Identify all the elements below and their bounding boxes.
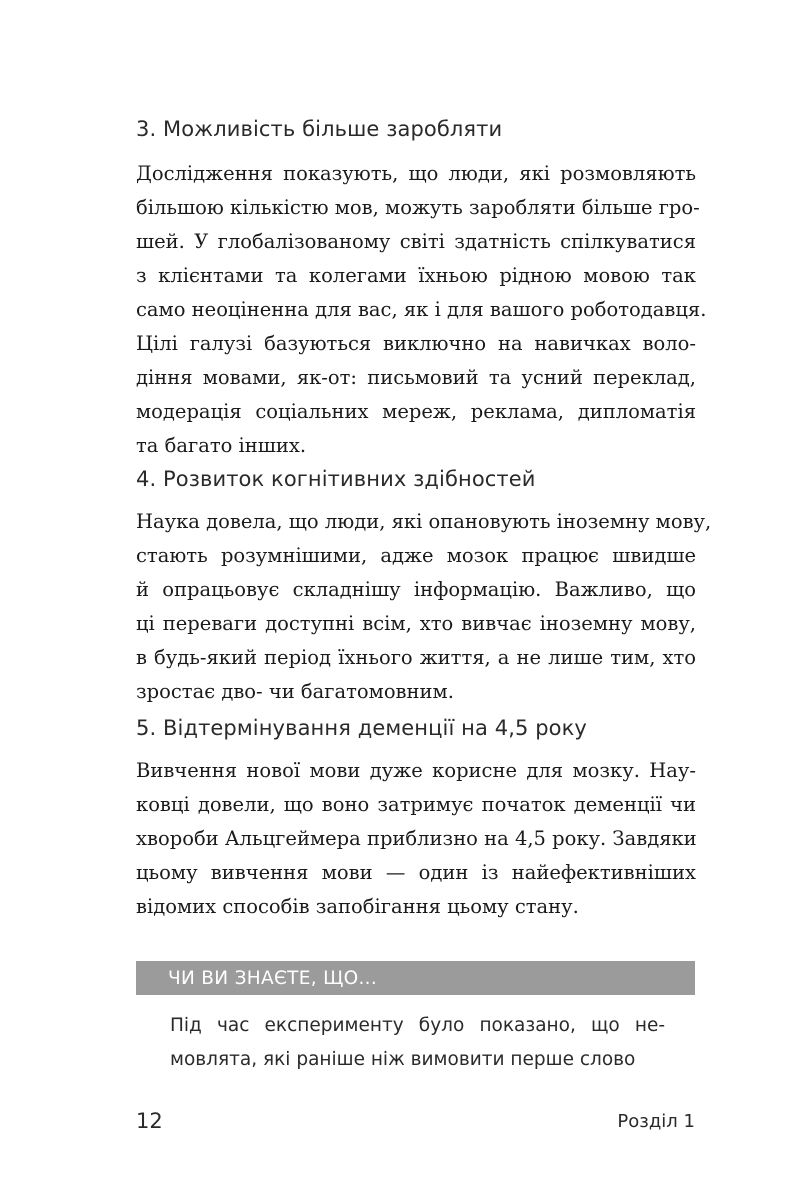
paragraph-line: та багато інших. <box>136 434 307 457</box>
section-3-heading: 3. Можливість більше заробляти <box>136 117 503 141</box>
paragraph-line: більшою кількістю мов, можуть заробляти більше гро- <box>136 196 700 219</box>
paragraph-line: Наука довела, що люди, які опановують іноземну мову, <box>136 510 712 533</box>
page-number: 12 <box>136 1109 163 1133</box>
paragraph-line: шей. У глобалізованому світі здатність спілкуватися <box>136 230 696 253</box>
paragraph-line: й опрацьовує складнішу інформацію. Важливо, що <box>136 578 696 601</box>
did-you-know-line: мовлята, які раніше ніж вимовити перше слово <box>170 1049 636 1070</box>
paragraph-line: модерація соціальних мереж, реклама, дипломатія <box>136 400 696 423</box>
paragraph-line: стають розумнішими, адже мозок працює швидше <box>136 544 696 567</box>
paragraph-line: ковці довели, що воно затримує початок деменції чи <box>136 793 696 816</box>
section-3-paragraph <box>136 157 707 463</box>
section-5-paragraph <box>136 754 696 924</box>
paragraph-line: хвороби Альцгеймера приблизно на 4,5 року. Завдяки <box>136 827 697 850</box>
paragraph-line: в будь-який період їхнього життя, а не лише тим, хто <box>136 646 696 669</box>
did-you-know-header <box>136 961 695 995</box>
paragraph-line: зростає дво- чи багатомовним. <box>136 680 454 703</box>
paragraph-line: ці переваги доступні всім, хто вивчає іноземну мову, <box>136 612 696 635</box>
did-you-know-text <box>170 1009 665 1077</box>
did-you-know-line: Під час експерименту було показано, що не- <box>170 1015 665 1036</box>
paragraph-line: діння мовами, як-от: письмовий та усний переклад, <box>136 366 696 389</box>
paragraph-line: само неоціненна для вас, як і для вашого роботодавця. <box>136 298 707 321</box>
section-5-heading: 5. Відтермінування деменції на 4,5 року <box>136 716 587 740</box>
running-footer-section: Розділ 1 <box>617 1111 695 1132</box>
paragraph-line: з клієнтами та колегами їхньою рідною мовою так <box>136 264 696 287</box>
paragraph-line: Дослідження показують, що люди, які розмовляють <box>136 162 696 185</box>
paragraph-line: відомих способів запобігання цьому стану. <box>136 895 579 918</box>
paragraph-line: Цілі галузі базуються виключно на навичках воло- <box>136 332 696 355</box>
section-4-paragraph <box>136 505 712 709</box>
did-you-know-title: ЧИ ВИ ЗНАЄТЕ, ЩО... <box>168 968 378 989</box>
paragraph-line: Вивчення нової мови дуже корисне для мозку. Нау- <box>136 759 696 782</box>
section-4-heading: 4. Розвиток когнітивних здібностей <box>136 467 536 491</box>
paragraph-line: цьому вивчення мови — один із найефективніших <box>136 861 696 884</box>
